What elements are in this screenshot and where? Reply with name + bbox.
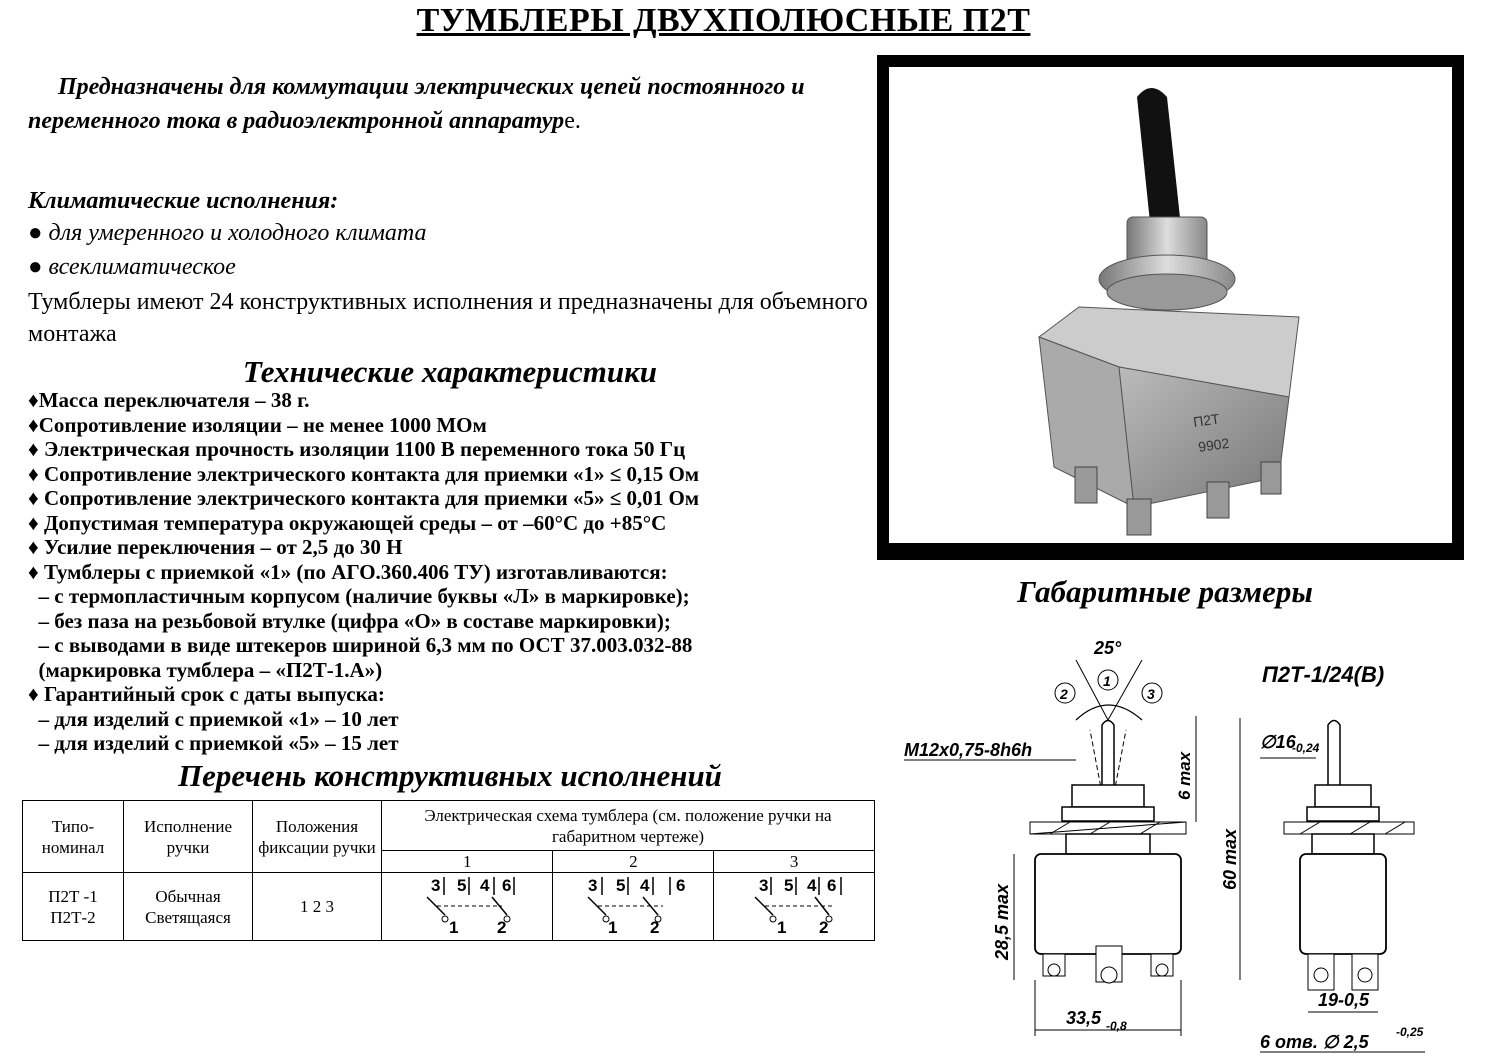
intro-text (28, 70, 828, 138)
dim-19: 19-0,5 (1318, 990, 1370, 1010)
cell-handles: Обычная Светящаяся (124, 873, 253, 941)
svg-text:5: 5 (784, 876, 794, 895)
scheme-col-1: 1 (382, 851, 553, 873)
spec-item: ♦ Гарантийный срок с даты выпуска: (28, 682, 385, 706)
spec-item: ♦ Тумблеры с приемкой «1» (по АГО.360.406 ТУ) изготавливаются: (28, 559, 668, 584)
spec-item: – без паза на резьбовой втулке (цифра «О» в составе маркировки); (28, 608, 671, 633)
svg-text:2: 2 (1060, 686, 1068, 702)
svg-text:2: 2 (819, 918, 829, 935)
dim-33: 33,5 (1066, 1008, 1102, 1028)
dim-28: 28,5 max (992, 883, 1012, 960)
schematic-1 (382, 873, 553, 941)
svg-text:5: 5 (457, 876, 467, 895)
holes-label: 6 отв. ∅ 2,5 (1260, 1032, 1369, 1052)
spec-item: ♦ Сопротивление электрического контакта для приемки «1» ≤ 0,15 Ом (28, 461, 700, 486)
spec-item: ♦ Допустимая температура окружающей среды – от –60°С до +85°С (28, 510, 667, 535)
spec-item: ♦ Усилие переключения – от 2,5 до 30 Н (28, 535, 403, 559)
svg-text:4: 4 (480, 876, 490, 895)
variants-text: Тумблеры имеют 24 конструктивных исполнения и предназначены для объемного монтажа (28, 289, 868, 347)
dims-heading: Габаритные размеры (1017, 574, 1313, 609)
spec-item: ♦Масса переключателя – 38 г. (28, 388, 310, 412)
dim-6max: 6 max (1175, 751, 1194, 800)
svg-text:9902: 9902 (1197, 434, 1231, 455)
dim-16: ∅16 (1260, 732, 1296, 752)
intro-tail: е. (564, 108, 581, 134)
svg-text:4: 4 (640, 876, 650, 895)
spec-item: (маркировка тумблера – «П2Т-1.А») (28, 657, 383, 682)
list-heading: Перечень конструктивных исполнений (178, 758, 722, 793)
spec-list (28, 388, 868, 756)
svg-text:3: 3 (431, 876, 441, 895)
spec-item: – для изделий с приемкой «5» – 15 лет (28, 731, 399, 755)
spec-item: ♦Сопротивление изоляции – не менее 1000 МОм (28, 412, 487, 437)
svg-text:-0,25: -0,25 (1396, 1025, 1424, 1039)
svg-text:6: 6 (502, 876, 512, 895)
svg-text:1: 1 (449, 918, 459, 935)
climate-item: ● всеклиматическое (28, 254, 236, 280)
cell-types: П2Т -1 П2Т-2 (23, 873, 124, 941)
dim-60max: 60 max (1220, 828, 1240, 890)
page-title: ТУМБЛЕРЫ ДВУХПОЛЮСНЫЕ П2Т (416, 2, 1031, 39)
svg-text:5: 5 (616, 876, 626, 895)
svg-text:1: 1 (608, 918, 618, 935)
versions-table (22, 800, 875, 941)
schematic-3 (714, 873, 875, 941)
header-type: Типо-номинал (23, 801, 124, 873)
cell-positions: 1 2 3 (253, 873, 382, 941)
angle-label: 25° (1094, 638, 1122, 658)
svg-text:П2Т: П2Т (1192, 410, 1221, 430)
header-scheme: Электрическая схема тумблера (см. положение ручки на габаритном чертеже) (382, 801, 875, 851)
svg-text:2: 2 (497, 918, 507, 935)
dimension-drawing (880, 620, 1460, 1060)
svg-text:3: 3 (759, 876, 769, 895)
schematic-2 (553, 873, 714, 941)
svg-text:1: 1 (1103, 673, 1111, 689)
svg-text:4: 4 (807, 876, 817, 895)
svg-text:6: 6 (676, 876, 686, 895)
scheme-col-2: 2 (553, 851, 714, 873)
climate-heading: Климатические исполнения: (28, 188, 339, 214)
svg-text:3: 3 (588, 876, 598, 895)
svg-text:1: 1 (777, 918, 787, 935)
svg-text:-0,24: -0,24 (1292, 741, 1320, 755)
spec-item: ♦ Электрическая прочность изоляции 1100 В переменного тока 50 Гц (28, 437, 686, 461)
spec-item: – с термопластичным корпусом (наличие буквы «Л» в маркировке); (28, 584, 690, 608)
svg-text:-0,8: -0,8 (1106, 1019, 1127, 1033)
tech-heading: Технические характеристики (242, 354, 658, 389)
header-positions: Положения фиксации ручки (253, 801, 382, 873)
header-handle: Исполнение ручки (124, 801, 253, 873)
intro-main: Предназначены для коммутации электрических цепей постоянного и переменного тока в радиоэлектронной аппаратур (28, 74, 805, 134)
spec-item: – для изделий с приемкой «1» – 10 лет (28, 706, 399, 731)
svg-text:2: 2 (650, 918, 660, 935)
spec-item: ♦ Сопротивление электрического контакта для приемки «5» ≤ 0,01 Ом (28, 486, 700, 510)
svg-text:3: 3 (1147, 686, 1155, 702)
svg-text:6: 6 (827, 876, 837, 895)
climate-item: ● для умеренного и холодного климата (28, 220, 427, 246)
switch-photo (889, 67, 1452, 543)
model-label: П2Т-1/24(В) (1262, 662, 1385, 687)
scheme-col-3: 3 (714, 851, 875, 873)
thread-label: M12x0,75-8h6h (904, 740, 1033, 760)
spec-item: – с выводами в виде штекеров шириной 6,3 мм по ОСТ 37.003.032-88 (28, 633, 693, 657)
